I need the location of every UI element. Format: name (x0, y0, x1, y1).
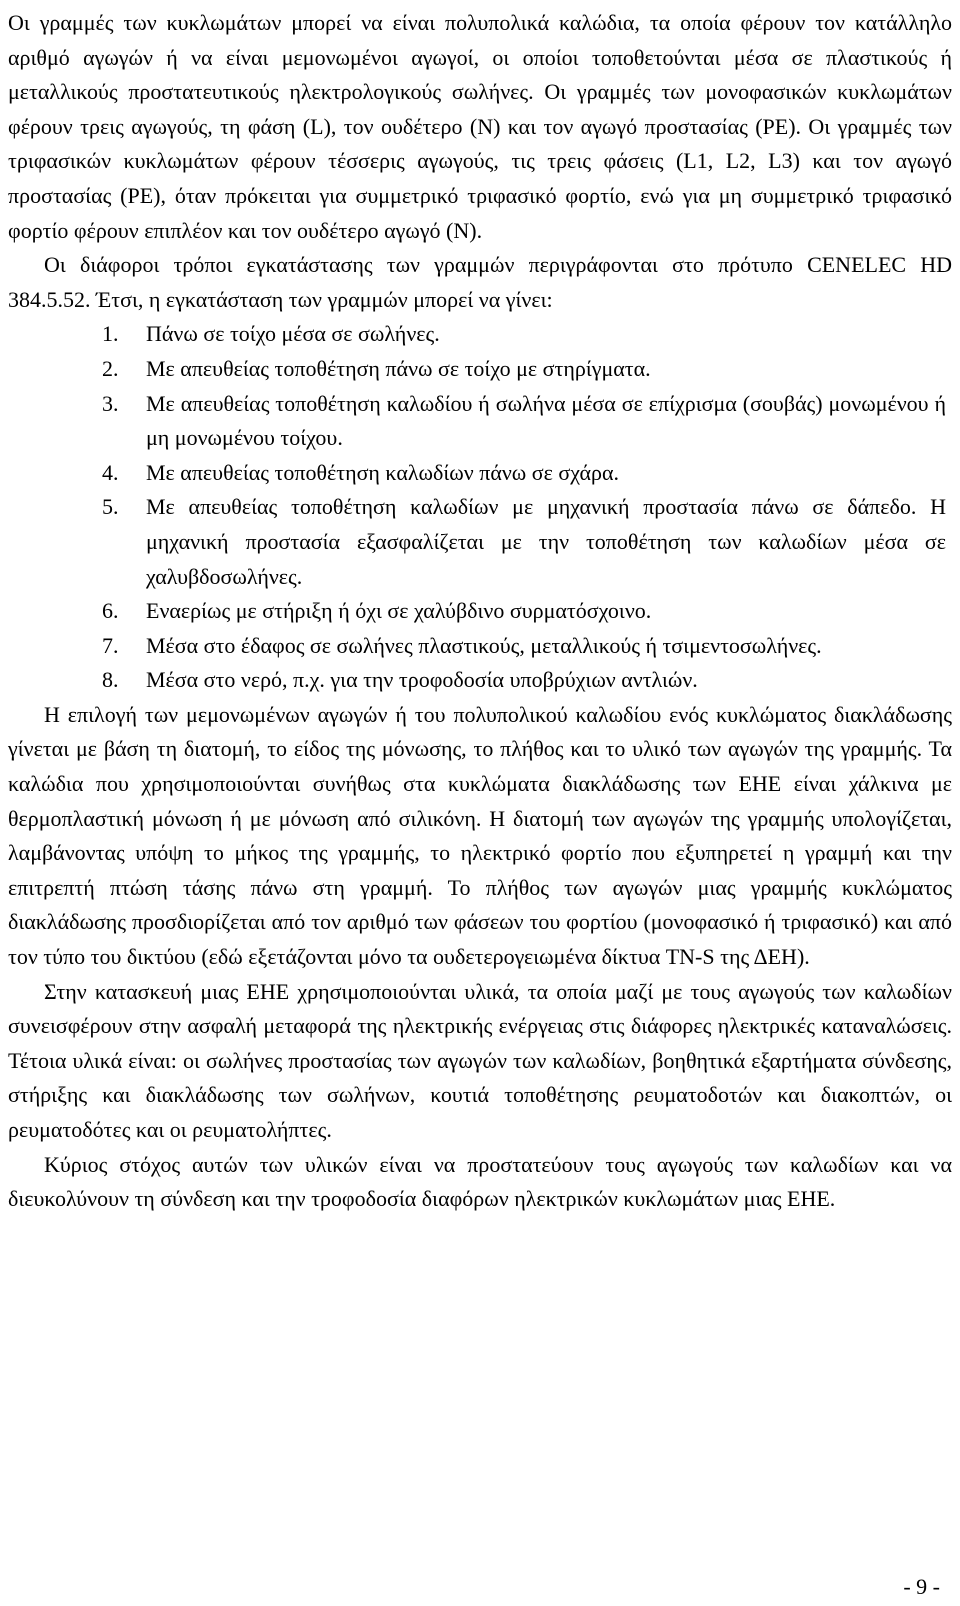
list-item (102, 387, 952, 456)
list-item (102, 663, 952, 698)
list-item-number: 8. (102, 667, 119, 693)
list-item-number: 4. (102, 459, 119, 485)
paragraph-circuit-lines: Οι γραμμές των κυκλωμάτων μπορεί να είναι πολυπολικά καλώδια, τα οποία φέρουν τον κατάλληλο αριθμό αγωγών ή να είναι μεμονωμένοι αγωγοί, οι οποίοι τοποθετούνται μέσα σε πλαστικούς ή μεταλλικούς προστατευτικούς ηλεκτρολογικούς σωλήνες. Οι γραμμές των μονοφασικών κυκλωμάτων φέρουν τρεις αγωγούς, τη φάση (L), τον ουδέτερο (N) και τον αγωγό προστασίας (PE). Οι γραμμές των τριφασικών κυκλωμάτων φέρουν τέσσερις αγωγούς, τις τρεις φάσεις (L1, L2, L3) και τον αγωγό προστασίας (PE), όταν πρόκειται για συμμετρικό τριφασικό φορτίο, ενώ για μη συμμετρικό τριφασικό φορτίο φέρουν επιπλέον και τον ουδέτερο αγωγό (N). (8, 10, 952, 243)
list-item-text: Εναερίως με στήριξη ή όχι σε χαλύβδινο συρματόσχοινο. (146, 598, 652, 624)
list-item (102, 317, 952, 352)
list-item-number: 7. (102, 632, 119, 658)
list-item (102, 490, 952, 594)
list-item-number: 2. (102, 355, 119, 381)
list-item-text: Μέσα στο νερό, π.χ. για την τροφοδοσία υποβρύχιων αντλιών. (146, 667, 698, 693)
installation-methods-list (8, 317, 952, 698)
paragraph-materials-goal: Κύριος στόχος αυτών των υλικών είναι να προστατεύουν τους αγωγούς των καλωδίων και να διευκολύνουν τη σύνδεση και την τροφοδοσία διαφόρων ηλεκτρικών κυκλωμάτων μιας ΕΗΕ. (8, 1151, 952, 1212)
paragraph-installation-methods-intro: Οι διάφοροι τρόποι εγκατάστασης των γραμμών περιγράφονται στο πρότυπο CENELEC HD 384.5.52. Έτσι, η εγκατάσταση των γραμμών μπορεί να γίνει: (8, 252, 952, 312)
list-item-number: 1. (102, 321, 119, 347)
page-number: - 9 - (903, 1574, 940, 1599)
list-item-text: Με απευθείας τοποθέτηση καλωδίων με μηχανική προστασία πάνω σε δάπεδο. Η μηχανική προστασία εξασφαλίζεται με την τοποθέτηση των καλωδίων μέσα σε χαλυβδοσωλήνες. (146, 494, 946, 589)
list-item-number: 5. (102, 494, 119, 520)
list-item-text: Πάνω σε τοίχο μέσα σε σωλήνες. (146, 321, 440, 347)
list-item (102, 352, 952, 387)
list-item (102, 594, 952, 629)
list-item-number: 6. (102, 598, 119, 624)
list-item-number: 3. (102, 390, 119, 416)
list-item-text: Με απευθείας τοποθέτηση καλωδίου ή σωλήνα μέσα σε επίχρισμα (σουβάς) μονωμένου ή μη μονωμένου τοίχου. (146, 390, 946, 451)
list-item-text: Με απευθείας τοποθέτηση πάνω σε τοίχο με στηρίγματα. (146, 355, 651, 381)
list-item (102, 456, 952, 491)
list-item (102, 629, 952, 664)
paragraph-cable-selection: Η επιλογή των μεμονωμένων αγωγών ή του πολυπολικού καλωδίου ενός κυκλώματος διακλάδωσης γίνεται με βάση τη διατομή, το είδος της μόνωσης, το πλήθος και το υλικό των αγωγών της γραμμής. Τα καλώδια που χρησιμοποιούνται συνήθως στα κυκλώματα διακλάδωσης των ΕΗΕ είναι χάλκινα με θερμοπλαστική μόνωση ή με μόνωση από σιλικόνη. Η διατομή των αγωγών της γραμμής υπολογίζεται, λαμβάνοντας υπόψη το μήκος της γραμμής, το ηλεκτρικό φορτίο που εξυπηρετεί η γραμμή και την επιτρεπτή πτώση τάσης πάνω στη γραμμή. Το πλήθος των αγωγών μιας γραμμής κυκλώματος διακλάδωσης προσδιορίζεται από τον αριθμό των φάσεων του φορτίου (μονοφασικό ή τριφασικό) και από τον τύπο του δικτύου (εδώ εξετάζονται μόνο τα ουδετερογειωμένα δίκτυα TN-S της ΔΕΗ). (8, 701, 952, 970)
list-item-text: Μέσα στο έδαφος σε σωλήνες πλαστικούς, μεταλλικούς ή τσιμεντοσωλήνες. (146, 632, 822, 658)
paragraph-installation-materials: Στην κατασκευή μιας ΕΗΕ χρησιμοποιούνται υλικά, τα οποία μαζί με τους αγωγούς των καλωδίων συνεισφέρουν στην ασφαλή μεταφορά της ηλεκτρικής ενέργειας στις διάφορες ηλεκτρικές καταναλώσεις. Τέτοια υλικά είναι: οι σωλήνες προστασίας των αγωγών των καλωδίων, βοηθητικά εξαρτήματα σύνδεσης, στήριξης και διακλάδωσης των σωλήνων, κουτιά τοποθέτησης ρευματοδοτών και διακοπτών, οι ρευματοδότες και οι ρευματολήπτες. (8, 978, 952, 1142)
list-item-text: Με απευθείας τοποθέτηση καλωδίων πάνω σε σχάρα. (146, 459, 620, 485)
